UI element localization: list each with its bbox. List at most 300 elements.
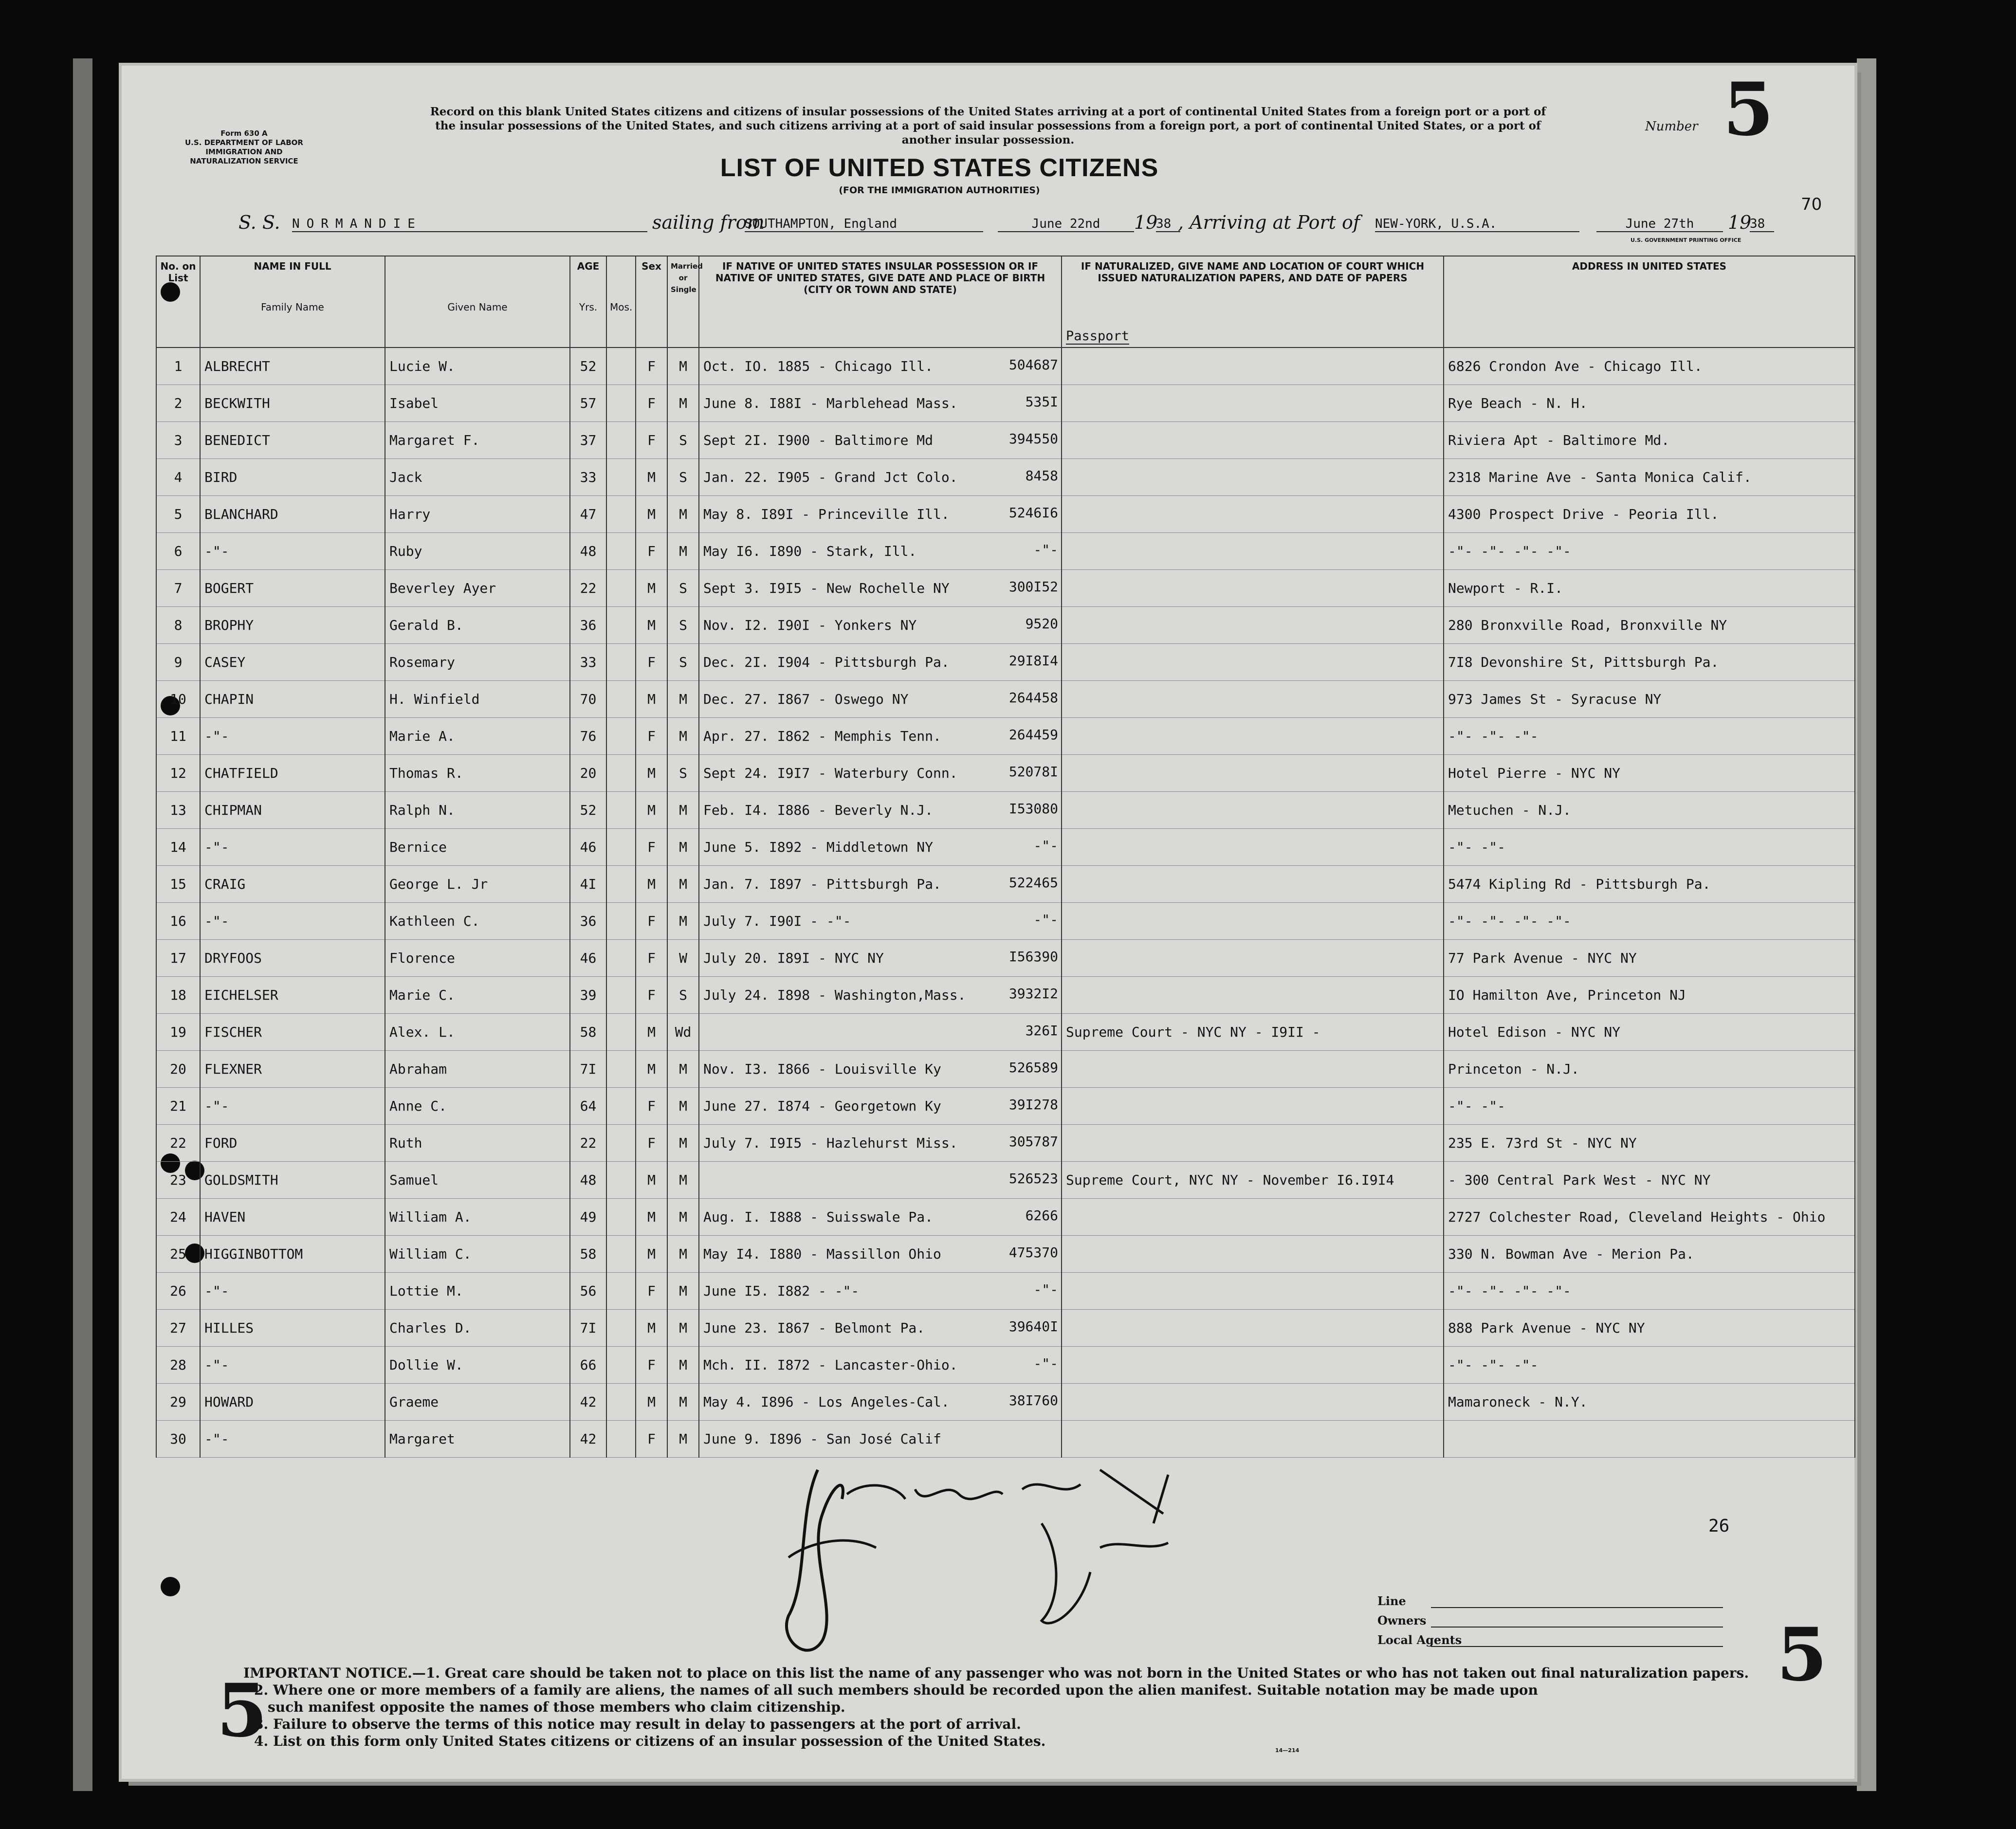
important-notice: IMPORTANT NOTICE.—1. Great care should be taken not to place on this list the name of any passenger who was not born in the United States or who has not taken out final naturalization papers. 2. Where one or more members of a family are aliens, the names of all such members should be recorded upon the alien manifest. Suitable notation may be made upon such manifest opposite the names of those members who claim citizenship. 3. Failure to observe the terms of this notice may result in delay to passengers at the port of arrival. 4. List on this form only United States citizens or citizens of an insular possession of the United States. xyxy=(243,1665,1749,1749)
given-name: Gerald B. xyxy=(385,607,570,644)
us-address: Mamaroneck - N.Y. xyxy=(1444,1384,1855,1421)
us-address xyxy=(1444,1421,1855,1458)
birth-text: Sept 2I. I900 - Baltimore Md xyxy=(703,432,934,448)
birth-text: Sept 24. I9I7 - Waterbury Conn. xyxy=(703,765,958,781)
age-years: 49 xyxy=(570,1199,606,1236)
birth-info xyxy=(699,792,1062,829)
birth-info xyxy=(699,681,1062,718)
sex: M xyxy=(636,1384,667,1421)
marital-status: S xyxy=(667,977,699,1014)
given-name: Bernice xyxy=(385,829,570,866)
birth-info xyxy=(699,829,1062,866)
row-number: 4 xyxy=(156,459,200,496)
sex: F xyxy=(636,422,667,459)
us-address: 4300 Prospect Drive - Peoria Ill. xyxy=(1444,496,1855,533)
us-address: 7I8 Devonshire St, Pittsburgh Pa. xyxy=(1444,644,1855,681)
age-years: 39 xyxy=(570,977,606,1014)
marital-status: S xyxy=(667,755,699,792)
birth-text: Dec. 27. I867 - Oswego NY xyxy=(703,691,909,707)
row-number: 9 xyxy=(156,644,200,681)
naturalization-info: Supreme Court - NYC NY - I9II - xyxy=(1062,1014,1444,1051)
age-months xyxy=(606,1051,636,1088)
naturalization-info xyxy=(1062,1421,1444,1458)
age-months xyxy=(606,1384,636,1421)
birth-text: July 7. I9I5 - Hazlehurst Miss. xyxy=(703,1135,958,1151)
row-number: 29 xyxy=(156,1384,200,1421)
naturalization-info xyxy=(1062,977,1444,1014)
marital-status: M xyxy=(667,1273,699,1310)
sex: M xyxy=(636,1236,667,1273)
us-address: -"- -"- -"- -"- xyxy=(1444,533,1855,570)
family-name: GOLDSMITH xyxy=(200,1162,385,1199)
age-years: 58 xyxy=(570,1014,606,1051)
birth-info xyxy=(699,940,1062,977)
family-name: BLANCHARD xyxy=(200,496,385,533)
marital-status: M xyxy=(667,718,699,755)
row-number: 14 xyxy=(156,829,200,866)
age-years: 42 xyxy=(570,1421,606,1458)
family-name: HILLES xyxy=(200,1310,385,1347)
table-row xyxy=(156,459,1855,496)
table-row xyxy=(156,903,1855,940)
table-row xyxy=(156,1236,1855,1273)
naturalization-info xyxy=(1062,607,1444,644)
us-address: Riviera Apt - Baltimore Md. xyxy=(1444,422,1855,459)
arrival-date: June 27th xyxy=(1596,217,1723,232)
passport-number: -"- xyxy=(1033,1355,1058,1372)
sex: M xyxy=(636,1014,667,1051)
marital-status: M xyxy=(667,1162,699,1199)
passport-number: -"- xyxy=(1033,542,1058,558)
header-address: ADDRESS IN UNITED STATES xyxy=(1444,256,1855,348)
passport-number: 535I xyxy=(1025,394,1058,410)
given-name: Harry xyxy=(385,496,570,533)
passport-number: 504687 xyxy=(1008,357,1058,373)
passport-number: 9520 xyxy=(1025,616,1058,632)
marital-status: M xyxy=(667,348,699,385)
family-name: BROPHY xyxy=(200,607,385,644)
naturalization-info xyxy=(1062,1236,1444,1273)
given-name: Thomas R. xyxy=(385,755,570,792)
marital-status: M xyxy=(667,1051,699,1088)
sex: M xyxy=(636,607,667,644)
us-address: Princeton - N.J. xyxy=(1444,1051,1855,1088)
given-name: Marie C. xyxy=(385,977,570,1014)
row-number: 2 xyxy=(156,385,200,422)
birth-text: June I5. I882 - -"- xyxy=(703,1283,860,1299)
naturalization-info xyxy=(1062,459,1444,496)
age-months xyxy=(606,1162,636,1199)
birth-info xyxy=(699,1051,1062,1088)
birth-info xyxy=(699,1088,1062,1125)
birth-text: Nov. I2. I90I - Yonkers NY xyxy=(703,617,917,633)
birth-info xyxy=(699,644,1062,681)
age-months xyxy=(606,1088,636,1125)
family-name: -"- xyxy=(200,829,385,866)
age-months xyxy=(606,385,636,422)
sex: M xyxy=(636,1051,667,1088)
age-years: 20 xyxy=(570,755,606,792)
row-number: 12 xyxy=(156,755,200,792)
family-name: -"- xyxy=(200,1088,385,1125)
naturalization-info xyxy=(1062,1199,1444,1236)
marital-status: M xyxy=(667,1421,699,1458)
sex: F xyxy=(636,1273,667,1310)
passport-number: 52078I xyxy=(1008,764,1058,780)
sailing-year: 38 xyxy=(1156,217,1180,232)
sex: F xyxy=(636,829,667,866)
birth-info xyxy=(699,533,1062,570)
passport-number: 29I8I4 xyxy=(1008,653,1058,669)
given-name: Abraham xyxy=(385,1051,570,1088)
us-address: 973 James St - Syracuse NY xyxy=(1444,681,1855,718)
passenger-table xyxy=(156,256,1855,1458)
table-row xyxy=(156,977,1855,1014)
birth-text: June 8. I88I - Marblehead Mass. xyxy=(703,395,958,411)
age-months xyxy=(606,570,636,607)
marital-status: S xyxy=(667,422,699,459)
given-name: Lottie M. xyxy=(385,1273,570,1310)
row-number: 21 xyxy=(156,1088,200,1125)
table-row xyxy=(156,644,1855,681)
naturalization-info xyxy=(1062,718,1444,755)
birth-info xyxy=(699,607,1062,644)
sex: M xyxy=(636,1162,667,1199)
header-married-single: Married or Single xyxy=(667,256,699,348)
family-name: CASEY xyxy=(200,644,385,681)
birth-text: July 7. I90I - -"- xyxy=(703,913,851,929)
agents-field: Local Agents xyxy=(1377,1630,1462,1650)
year-prefix: 19 xyxy=(1134,212,1158,233)
printer-mark: U.S. GOVERNMENT PRINTING OFFICE xyxy=(1631,237,1741,243)
form-code: 14—214 xyxy=(1275,1747,1300,1754)
birth-info xyxy=(699,1014,1062,1051)
marital-status: M xyxy=(667,681,699,718)
page-count: 26 xyxy=(1708,1516,1730,1536)
birth-info xyxy=(699,459,1062,496)
marital-status: Wd xyxy=(667,1014,699,1051)
ss-label: S. S. xyxy=(238,212,280,233)
family-name: -"- xyxy=(200,1347,385,1384)
birth-text: May 4. I896 - Los Angeles-Cal. xyxy=(703,1394,950,1410)
birth-info xyxy=(699,1125,1062,1162)
naturalization-info xyxy=(1062,940,1444,977)
marital-status: M xyxy=(667,1199,699,1236)
table-row xyxy=(156,755,1855,792)
age-months xyxy=(606,940,636,977)
naturalization-info xyxy=(1062,1273,1444,1310)
sex: M xyxy=(636,755,667,792)
given-name: Marie A. xyxy=(385,718,570,755)
age-months xyxy=(606,718,636,755)
given-name: Isabel xyxy=(385,385,570,422)
birth-info xyxy=(699,496,1062,533)
age-years: 64 xyxy=(570,1088,606,1125)
passport-number: 394550 xyxy=(1008,431,1058,447)
age-years: 66 xyxy=(570,1347,606,1384)
family-name: -"- xyxy=(200,718,385,755)
sailing-label: sailing from xyxy=(652,212,765,233)
table-row xyxy=(156,1384,1855,1421)
table-row xyxy=(156,385,1855,422)
table-row xyxy=(156,422,1855,459)
marital-status: M xyxy=(667,1125,699,1162)
age-months xyxy=(606,1421,636,1458)
row-number: 18 xyxy=(156,977,200,1014)
marital-status: M xyxy=(667,385,699,422)
birth-info xyxy=(699,422,1062,459)
passport-number: 526589 xyxy=(1008,1060,1058,1076)
us-address: -"- -"- -"- -"- xyxy=(1444,1273,1855,1310)
age-years: 48 xyxy=(570,533,606,570)
sex: F xyxy=(636,1088,667,1125)
passport-number: 264458 xyxy=(1008,690,1058,706)
page-title: LIST OF UNITED STATES CITIZENS xyxy=(720,154,1159,182)
sex: M xyxy=(636,1310,667,1347)
naturalization-info xyxy=(1062,1310,1444,1347)
table-row xyxy=(156,1310,1855,1347)
birth-info xyxy=(699,755,1062,792)
us-address: -"- -"- -"- xyxy=(1444,718,1855,755)
table-row xyxy=(156,681,1855,718)
birth-text: June 27. I874 - Georgetown Ky xyxy=(703,1098,941,1114)
birth-text: June 5. I892 - Middletown NY xyxy=(703,839,934,855)
passport-number: -"- xyxy=(1033,1281,1058,1298)
us-address: 5474 Kipling Rd - Pittsburgh Pa. xyxy=(1444,866,1855,903)
list-number-left: 5 xyxy=(217,1668,268,1754)
row-number: 1 xyxy=(156,348,200,385)
sex: F xyxy=(636,533,667,570)
naturalization-info xyxy=(1062,533,1444,570)
header-sex: Sex xyxy=(636,256,667,348)
age-years: 58 xyxy=(570,1236,606,1273)
table-header-row xyxy=(156,256,1855,348)
header-age-mos: Mos. xyxy=(606,256,636,348)
given-name: George L. Jr xyxy=(385,866,570,903)
marital-status: M xyxy=(667,1310,699,1347)
given-name: Lucie W. xyxy=(385,348,570,385)
row-number: 11 xyxy=(156,718,200,755)
us-address: - 300 Central Park West - NYC NY xyxy=(1444,1162,1855,1199)
naturalization-info xyxy=(1062,422,1444,459)
age-months xyxy=(606,1236,636,1273)
passport-number: I56390 xyxy=(1008,949,1058,965)
header-naturalized: IF NATURALIZED, GIVE NAME AND LOCATION OF COURT WHICH ISSUED NATURALIZATION PAPERS, AND DATE OF PAPERS xyxy=(1062,256,1444,348)
row-number: 20 xyxy=(156,1051,200,1088)
family-name: CHAPIN xyxy=(200,681,385,718)
right-page-edge xyxy=(1857,58,1876,1791)
birth-text: Jan. 22. I905 - Grand Jct Colo. xyxy=(703,469,958,485)
family-name: CHATFIELD xyxy=(200,755,385,792)
family-name: -"- xyxy=(200,1273,385,1310)
family-name: HOWARD xyxy=(200,1384,385,1421)
birth-text: June 9. I896 - San José Calif xyxy=(703,1431,941,1447)
marital-status: M xyxy=(667,792,699,829)
age-months xyxy=(606,607,636,644)
naturalization-info xyxy=(1062,681,1444,718)
birth-text: Feb. I4. I886 - Beverly N.J. xyxy=(703,802,934,818)
age-months xyxy=(606,792,636,829)
marital-status: M xyxy=(667,866,699,903)
sex: M xyxy=(636,866,667,903)
row-number: 27 xyxy=(156,1310,200,1347)
sex: F xyxy=(636,940,667,977)
handwritten-signature xyxy=(750,1455,1285,1669)
given-name: Samuel xyxy=(385,1162,570,1199)
given-name: Kathleen C. xyxy=(385,903,570,940)
naturalization-info xyxy=(1062,792,1444,829)
form-identifier: Form 630 A U.S. DEPARTMENT OF LABOR IMMIGRATION AND NATURALIZATION SERVICE xyxy=(185,129,303,165)
sex: F xyxy=(636,348,667,385)
birth-info xyxy=(699,977,1062,1014)
marital-status: S xyxy=(667,570,699,607)
birth-info xyxy=(699,1199,1062,1236)
age-years: 48 xyxy=(570,1162,606,1199)
age-years: 47 xyxy=(570,496,606,533)
age-years: 42 xyxy=(570,1384,606,1421)
given-name: Dollie W. xyxy=(385,1347,570,1384)
us-address: -"- -"- xyxy=(1444,1088,1855,1125)
row-number: 26 xyxy=(156,1273,200,1310)
given-name: Florence xyxy=(385,940,570,977)
birth-info xyxy=(699,903,1062,940)
birth-text: May 8. I89I - Princeville Ill. xyxy=(703,506,950,522)
marital-status: M xyxy=(667,903,699,940)
sex: M xyxy=(636,681,667,718)
family-name: EICHELSER xyxy=(200,977,385,1014)
family-name: -"- xyxy=(200,533,385,570)
row-number: 28 xyxy=(156,1347,200,1384)
table-row xyxy=(156,1051,1855,1088)
given-name: Beverley Ayer xyxy=(385,570,570,607)
age-years: 56 xyxy=(570,1273,606,1310)
passport-number: 522465 xyxy=(1008,875,1058,891)
birth-info xyxy=(699,385,1062,422)
family-name: CHIPMAN xyxy=(200,792,385,829)
sex: F xyxy=(636,903,667,940)
table-row xyxy=(156,940,1855,977)
birth-text: July 20. I89I - NYC NY xyxy=(703,950,884,966)
given-name: Rosemary xyxy=(385,644,570,681)
owners-field: Owners xyxy=(1377,1611,1462,1630)
birth-text: Nov. I3. I866 - Louisville Ky xyxy=(703,1061,941,1077)
us-address: 280 Bronxville Road, Bronxville NY xyxy=(1444,607,1855,644)
naturalization-info: Supreme Court, NYC NY - November I6.I9I4 xyxy=(1062,1162,1444,1199)
header-family-name: NAME IN FULL Family Name xyxy=(200,256,385,348)
us-address: 330 N. Bowman Ave - Merion Pa. xyxy=(1444,1236,1855,1273)
departure-port: SOUTHAMPTON, England xyxy=(745,217,983,232)
arriving-label: , Arriving at Port of xyxy=(1178,212,1360,233)
us-address: 2318 Marine Ave - Santa Monica Calif. xyxy=(1444,459,1855,496)
birth-info xyxy=(699,866,1062,903)
arrival-year: 38 xyxy=(1750,217,1774,232)
birth-info xyxy=(699,570,1062,607)
birth-text: Dec. 2I. I904 - Pittsburgh Pa. xyxy=(703,654,950,670)
row-number: 5 xyxy=(156,496,200,533)
passport-number: 5246I6 xyxy=(1008,505,1058,521)
age-months xyxy=(606,866,636,903)
age-months xyxy=(606,422,636,459)
naturalization-info xyxy=(1062,348,1444,385)
age-months xyxy=(606,1014,636,1051)
us-address: Hotel Pierre - NYC NY xyxy=(1444,755,1855,792)
given-name: Alex. L. xyxy=(385,1014,570,1051)
given-name: Charles D. xyxy=(385,1310,570,1347)
birth-info xyxy=(699,1162,1062,1199)
table-row xyxy=(156,1421,1855,1458)
passport-number: 38I760 xyxy=(1008,1392,1058,1408)
table-row xyxy=(156,718,1855,755)
table-row xyxy=(156,1125,1855,1162)
table-row xyxy=(156,1014,1855,1051)
birth-info xyxy=(699,1421,1062,1458)
us-address: -"- -"- xyxy=(1444,829,1855,866)
birth-info xyxy=(699,1347,1062,1384)
given-name: Margaret F. xyxy=(385,422,570,459)
header-no-on-list: No. on List xyxy=(156,256,200,348)
sex: M xyxy=(636,792,667,829)
age-months xyxy=(606,977,636,1014)
sex: M xyxy=(636,570,667,607)
row-number: 8 xyxy=(156,607,200,644)
naturalization-info xyxy=(1062,903,1444,940)
naturalization-info xyxy=(1062,644,1444,681)
family-name: -"- xyxy=(200,903,385,940)
marital-status: M xyxy=(667,1236,699,1273)
table-row xyxy=(156,866,1855,903)
marital-status: M xyxy=(667,1088,699,1125)
birth-text: June 23. I867 - Belmont Pa. xyxy=(703,1320,925,1336)
passport-number: 39640I xyxy=(1008,1318,1058,1335)
us-address: 888 Park Avenue - NYC NY xyxy=(1444,1310,1855,1347)
table-row xyxy=(156,1162,1855,1199)
age-years: 7I xyxy=(570,1310,606,1347)
marital-status: M xyxy=(667,533,699,570)
us-address: -"- -"- -"- xyxy=(1444,1347,1855,1384)
passport-number: -"- xyxy=(1033,912,1058,928)
age-years: 46 xyxy=(570,940,606,977)
row-number: 16 xyxy=(156,903,200,940)
family-name: FISCHER xyxy=(200,1014,385,1051)
passport-number: 305787 xyxy=(1008,1134,1058,1150)
row-number: 19 xyxy=(156,1014,200,1051)
age-years: 36 xyxy=(570,903,606,940)
table-row xyxy=(156,496,1855,533)
age-years: 37 xyxy=(570,422,606,459)
table-row xyxy=(156,1088,1855,1125)
birth-info xyxy=(699,1310,1062,1347)
ship-name: NORMANDIE xyxy=(292,217,647,232)
age-months xyxy=(606,1273,636,1310)
family-name: ALBRECHT xyxy=(200,348,385,385)
form-preamble: Record on this blank United States citizens and citizens of insular possessions of the United States arriving at a port of continental United States from a foreign port or a port of the insular possessions of the United States, and such citizens arriving at a port of said insular possessions from a foreign port, a port of continental United States, or a port of another insular possession. xyxy=(430,105,1546,146)
row-number: 22 xyxy=(156,1125,200,1162)
family-name: FLEXNER xyxy=(200,1051,385,1088)
sex: M xyxy=(636,1199,667,1236)
passport-number: 3932I2 xyxy=(1008,986,1058,1002)
sex: F xyxy=(636,644,667,681)
marital-status: M xyxy=(667,1384,699,1421)
birth-text: Aug. I. I888 - Suisswale Pa. xyxy=(703,1209,934,1225)
age-years: 7I xyxy=(570,1051,606,1088)
page-mark: 70 xyxy=(1801,195,1822,214)
age-months xyxy=(606,681,636,718)
naturalization-info xyxy=(1062,755,1444,792)
age-months xyxy=(606,829,636,866)
row-number: 13 xyxy=(156,792,200,829)
birth-info xyxy=(699,1384,1062,1421)
row-number: 6 xyxy=(156,533,200,570)
